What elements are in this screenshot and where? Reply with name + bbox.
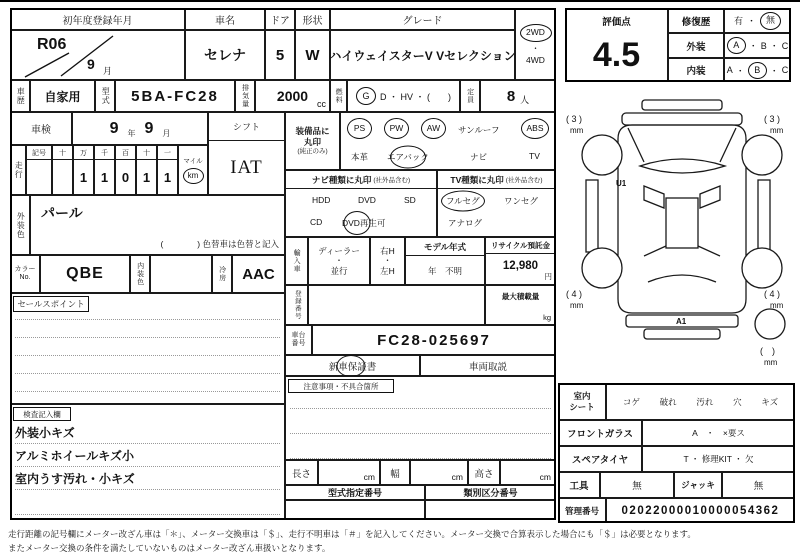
car-name-header: 車名 — [185, 8, 265, 30]
class-division-value — [425, 500, 556, 520]
score-label: 評価点 — [602, 17, 631, 28]
equipment-items-cell — [340, 112, 556, 170]
tire-depth-spare: ( ) — [760, 346, 775, 356]
shift-cell — [208, 112, 285, 195]
vehicle-manual-cell: 車両取説 — [420, 355, 556, 376]
score-value: 4.5 — [592, 35, 641, 74]
fuel-cell — [347, 80, 460, 112]
management-number-label: 管理番号 — [558, 498, 606, 523]
fuel-gasoline-circled: G — [356, 87, 376, 105]
import-dealer-cell: ディーラー ・ 並行 — [308, 237, 370, 285]
mm-unit: mm — [570, 126, 584, 135]
shaken-month-unit: 月 — [162, 129, 171, 138]
shaken-value-cell — [72, 112, 208, 145]
equipment-aw-circled: AW — [421, 118, 446, 139]
payload-cell — [485, 285, 556, 325]
repair-no-circled: 無 — [760, 12, 781, 30]
mm-unit: mm — [770, 301, 784, 310]
seat-burn: コゲ — [622, 396, 640, 407]
first-registration-header: 初年度登録年月 — [10, 8, 185, 30]
tv-type-cell — [437, 170, 556, 237]
front-left-tire — [582, 135, 622, 175]
drive-2wd-circled: 2WD — [520, 24, 552, 42]
registration-month-unit: 月 — [103, 66, 113, 76]
fuel-label: 燃料 — [330, 80, 347, 112]
color-no-label: カラー No. — [10, 255, 40, 293]
height-value: cm — [500, 460, 556, 485]
fuel-options: D ・ HV ・ ( ) — [380, 91, 451, 102]
footer-note-line2: またメーター交換の条件を満たしていないものはメーター改ざん車扱いとなります。 — [8, 543, 331, 553]
seat-hole: 穴 — [733, 396, 742, 407]
shape-value: W — [295, 30, 330, 80]
equipment-sunroof: サンルーフ — [458, 125, 500, 135]
exterior-grade-label: 外装 — [668, 33, 724, 58]
tool-value: 無 — [600, 472, 674, 498]
dotted-line — [15, 391, 280, 392]
interior-color-value — [150, 255, 212, 293]
registration-number-label: 登録番号 — [285, 285, 308, 325]
equipment-abs-circled: ABS — [521, 118, 549, 139]
mileage-digit: 0 — [121, 169, 130, 185]
class-division-header: 類別区分番号 — [425, 485, 556, 500]
navi-type-header: ナビ種類に丸印 (社外品含む) — [286, 171, 436, 189]
front-bumper — [622, 113, 742, 125]
mile-unit-label: マイル — [183, 158, 203, 165]
exterior-color-value: パール — [41, 205, 83, 221]
model-code-label: 型式 — [95, 80, 115, 112]
registration-number-value — [308, 285, 485, 325]
tv-fullseg-circled: フルセグ — [446, 195, 480, 207]
mileage-col — [94, 145, 115, 195]
spare-tire-label: スペアタイヤ — [558, 446, 642, 472]
score-cell — [565, 8, 668, 82]
repair-history-value: 有 ・ 無 — [724, 8, 791, 33]
inspection-note-line: アルミホイールキズ小 — [15, 444, 280, 467]
capacity-value: 8 — [506, 87, 516, 105]
inspection-notes-section — [10, 404, 285, 520]
seat-stain: 汚れ — [696, 396, 714, 407]
inspection-note-line: 室内うす汚れ・小キズ — [15, 467, 280, 490]
mileage-col — [73, 145, 94, 195]
displacement-unit: cc — [317, 99, 326, 109]
capacity-label: 定員 — [460, 80, 480, 112]
spare-tire — [755, 309, 785, 339]
equipment-ps-circled: PS — [347, 118, 372, 139]
exterior-grade-value: A ・ B ・ C — [724, 33, 791, 58]
mileage-col — [115, 145, 136, 195]
equipment-label-cell: 装備品に 丸印 (純正のみ) — [285, 112, 340, 170]
km-unit-circled: km — [183, 168, 204, 184]
spare-tire-value: T ・ 修理KIT ・ 欠 — [642, 446, 795, 472]
displacement-value: 2000 — [276, 88, 309, 104]
mileage-col-header: 万 — [74, 146, 93, 160]
management-number-value: 02022000010000054362 — [606, 498, 795, 523]
ac-value: AAC — [232, 255, 285, 293]
recycle-deposit-value: 12,980 — [502, 260, 539, 272]
recycle-deposit-header: リサイクル預託金 — [486, 238, 555, 254]
drive-type-cell — [515, 8, 556, 80]
shape-header: 形状 — [295, 8, 330, 30]
mileage-digit: 1 — [79, 169, 88, 185]
payload-unit: kg — [543, 313, 551, 322]
height-label: 高さ — [468, 460, 500, 485]
sales-point-section — [10, 293, 285, 404]
mileage-col — [52, 145, 73, 195]
equipment-pw-circled: PW — [384, 118, 409, 139]
navi-hdd: HDD — [312, 195, 331, 205]
tire-depth-front-left: ( 3 ) — [566, 114, 583, 124]
exterior-color-label: 外装色 — [10, 195, 30, 255]
windshield — [640, 159, 725, 173]
inspection-note-line: 外装小キズ — [15, 421, 280, 444]
type-designation-header: 型式指定番号 — [285, 485, 425, 500]
front-left-seat — [644, 186, 664, 208]
model-code-value: 5BA-FC28 — [115, 80, 235, 112]
left-side-sill — [586, 180, 598, 252]
type-designation-value — [285, 500, 425, 520]
mileage-col — [157, 145, 178, 195]
windshield-pillars — [628, 128, 736, 162]
mm-unit: mm — [764, 358, 778, 367]
rear-window — [648, 275, 716, 282]
mileage-col-header: 百 — [116, 146, 135, 160]
mileage-col-header: 十 — [53, 146, 72, 160]
shaken-label: 車検 — [10, 112, 72, 145]
seat-scratch: キズ — [761, 396, 779, 407]
capacity-cell — [480, 80, 556, 112]
seat-tear: 破れ — [659, 396, 677, 407]
dotted-line — [15, 337, 280, 338]
jack-value: 無 — [722, 472, 795, 498]
tv-type-header: TV種類に丸印 (社外品含む) — [438, 171, 555, 189]
tire-depth-rear-left: ( 4 ) — [566, 289, 583, 299]
equipment-leather: 本革 — [351, 152, 369, 162]
import-hand-cell: 右H ・ 左H — [370, 237, 405, 285]
import-label: 輸入車 — [285, 237, 308, 285]
tire-depth-rear-right: ( 4 ) — [764, 289, 781, 299]
mileage-col — [136, 145, 157, 195]
footer-note-line1: 走行距離の記号欄にメーター改ざん車は「＊」、メーター交換車は「＄」、走行不明車は「＃」を記入してください。メーター交換で合算表示した場合にも「＄」は必要となります。 — [8, 529, 696, 539]
front-right-tire — [742, 135, 782, 175]
model-year-value: 年 不明 — [427, 265, 462, 276]
dotted-line — [290, 433, 551, 434]
mileage-digit — [53, 160, 72, 194]
windshield-label: フロントガラス — [558, 420, 642, 446]
car-name-value: セレナ — [185, 30, 265, 80]
tool-label: 工具 — [558, 472, 600, 498]
repair-yes: 有 — [733, 16, 743, 26]
seat-label: 室内 シート — [558, 383, 606, 420]
dotted-line — [290, 458, 551, 459]
navi-dvd: DVD — [358, 195, 376, 205]
shaken-year: 9 — [109, 119, 119, 137]
mileage-digit: 1 — [100, 169, 109, 185]
rear-right-tire — [742, 248, 782, 288]
dotted-line — [15, 355, 280, 356]
first-registration-cell — [10, 30, 185, 80]
mileage-digit: 1 — [163, 169, 172, 185]
caution-section — [285, 376, 556, 460]
front-right-seat — [700, 186, 720, 208]
sheet-top-rule — [0, 0, 800, 2]
mileage-digit: 1 — [142, 169, 151, 185]
rear-left-tire — [582, 248, 622, 288]
history-value: 自家用 — [30, 80, 95, 112]
mileage-label: 走行 — [10, 145, 26, 195]
door-header: ドア — [265, 8, 295, 30]
model-year-header: モデル年式 — [406, 238, 484, 256]
caution-label: 注意事項・不具合箇所 — [288, 379, 394, 393]
damage-mark-a1: A1 — [676, 317, 687, 326]
chassis-number-value: FC28-025697 — [312, 325, 556, 355]
warranty-book-circled: 新車保証書 — [329, 359, 377, 373]
interior-b-circled: B — [748, 62, 767, 79]
navi-type-cell — [285, 170, 437, 237]
interior-grade-label: 内装 — [668, 58, 724, 82]
windshield-value: A ・ ×要ス — [642, 420, 795, 446]
jack-label: ジャッキ — [674, 472, 722, 498]
drive-separator: ・ — [531, 43, 540, 53]
payload-header: 最大積載量 — [501, 291, 540, 301]
shaken-month: 9 — [144, 119, 154, 137]
damage-mark-u1: U1 — [616, 179, 627, 188]
mileage-col-header: 一 — [158, 146, 177, 160]
model-year-cell — [405, 237, 485, 285]
grade-header: グレード — [330, 8, 515, 30]
width-label: 幅 — [380, 460, 410, 485]
mm-unit: mm — [770, 126, 784, 135]
inspection-notes-lines — [15, 421, 280, 515]
dotted-line — [15, 373, 280, 374]
inspection-note-line-empty — [15, 490, 280, 515]
navi-cd: CD — [310, 217, 323, 227]
tv-oneseg: ワンセグ — [504, 196, 539, 206]
shift-label: シフト — [209, 113, 284, 141]
shaken-year-unit: 年 — [127, 129, 136, 138]
warranty-book-cell — [285, 355, 420, 376]
inspection-notes-label: 検査記入欄 — [13, 407, 71, 421]
navi-dvd-playable-circled: DVD再生可 — [342, 217, 385, 229]
shift-value: IAT — [230, 156, 263, 178]
mileage-symbol-header: 記号 — [27, 146, 51, 160]
mileage-col-header: 千 — [95, 146, 114, 160]
right-side-sill — [758, 180, 770, 252]
mm-unit: mm — [570, 301, 584, 310]
displacement-cell — [255, 80, 330, 112]
rear-bumper-strip — [644, 329, 720, 339]
history-label: 車歴 — [10, 80, 30, 112]
dotted-line — [15, 319, 280, 320]
length-label: 長さ — [285, 460, 318, 485]
door-value: 5 — [265, 30, 295, 80]
dotted-line — [290, 408, 551, 409]
mileage-unit-cell — [178, 145, 208, 195]
interior-grade-value: A ・ B ・ C — [724, 58, 791, 82]
interior-color-label: 内装色 — [130, 255, 150, 293]
exterior-color-cell — [30, 195, 285, 255]
repair-history-label: 修復歴 — [668, 8, 724, 33]
car-body-outline — [618, 125, 746, 313]
recycle-deposit-cell — [485, 237, 556, 285]
grade-value: ハイウェイスターV Vセレクション — [330, 30, 515, 80]
chassis-number-label: 車台 番号 — [285, 325, 312, 355]
mileage-symbol-col — [26, 145, 52, 195]
seat-condition-items — [606, 383, 795, 420]
color-change-note: ( ) 色替車は色替と記入 — [160, 239, 279, 249]
capacity-unit: 人 — [520, 95, 530, 105]
drive-4wd: 4WD — [526, 54, 545, 65]
registration-month: 9 — [87, 56, 95, 72]
ac-label: 冷房 — [212, 255, 232, 293]
width-value: cm — [410, 460, 468, 485]
recycle-deposit-unit: 円 — [544, 272, 552, 281]
equipment-tv: TV — [529, 151, 540, 161]
navi-sd: SD — [404, 195, 416, 205]
color-no-value: QBE — [40, 255, 130, 293]
equipment-airbag-circled: エアバック — [387, 151, 429, 163]
front-bumper-strip — [642, 100, 722, 110]
displacement-label: 排気量 — [235, 80, 255, 112]
equipment-navi: ナビ — [470, 152, 488, 162]
car-diagram — [558, 90, 798, 380]
tire-depth-front-right: ( 3 ) — [764, 114, 781, 124]
mileage-col-header: 十 — [137, 146, 156, 160]
exterior-a-circled: A — [727, 37, 746, 54]
sales-point-label: セールスポイント — [13, 296, 89, 312]
length-value: cm — [318, 460, 380, 485]
tv-analog: アナログ — [448, 218, 483, 228]
registration-year: R06 — [37, 36, 67, 53]
cabin-floor — [666, 198, 698, 248]
